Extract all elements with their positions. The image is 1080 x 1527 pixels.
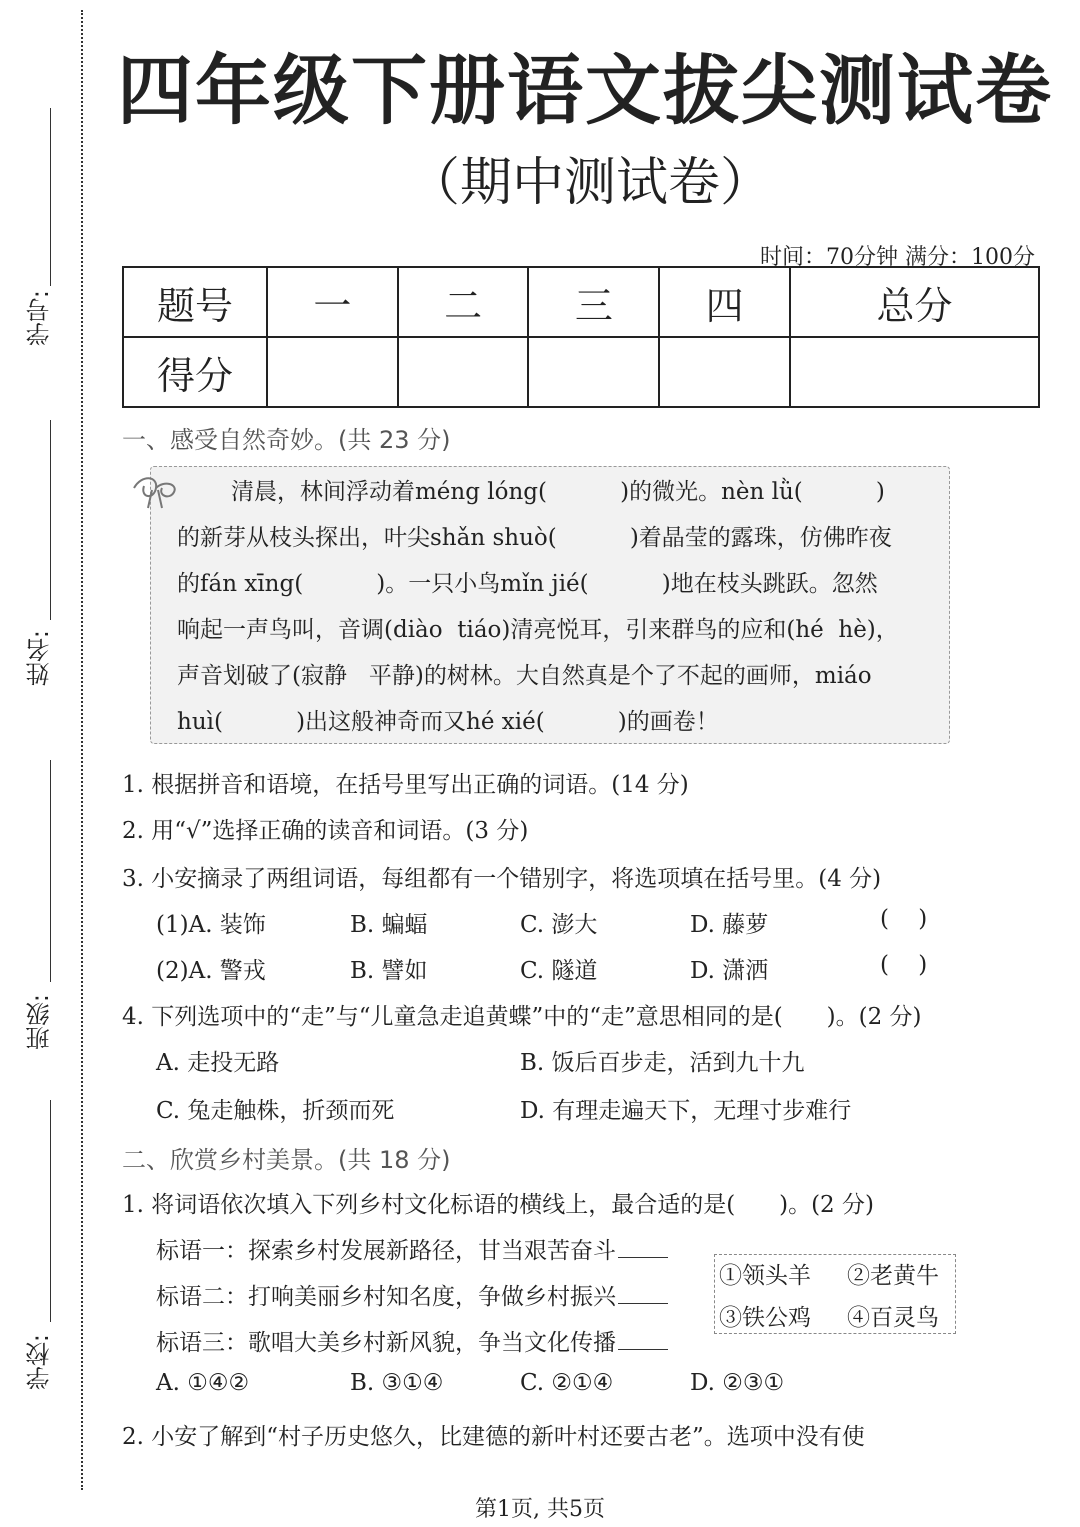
q4-option: B. 饭后百步走，活到九十九 xyxy=(520,1050,805,1076)
q3-option: D. 潇洒 xyxy=(690,958,769,984)
passage-line: huì( )出这般神奇而又hé xié( )的画卷！ xyxy=(177,709,719,735)
passage-line: 声音划破了(寂静 平静)的树林。大自然真是个了不起的画师，miáo xyxy=(177,663,872,689)
slogan-line xyxy=(156,1232,668,1265)
score-table xyxy=(122,266,1040,408)
q4-option: D. 有理走遍天下，无理寸步难行 xyxy=(520,1098,852,1124)
passage-box xyxy=(150,466,950,744)
s2q1-option: C. ②①④ xyxy=(520,1370,614,1396)
answer-bracket[interactable]: ( ) xyxy=(880,952,928,978)
student-id-label: 学号: xyxy=(26,290,54,347)
slogan-line xyxy=(156,1278,668,1311)
s2q1-option: B. ③①④ xyxy=(350,1370,444,1396)
q3-option: B. 譬如 xyxy=(350,958,428,984)
slogan-text: 标语三：歌唱大美乡村新风貌，争当文化传播 xyxy=(156,1330,616,1356)
slogan-blank[interactable] xyxy=(618,1257,668,1258)
section1-title: 一、感受自然奇妙。(共 23 分) xyxy=(122,426,451,454)
table-cell: 二 xyxy=(398,267,529,337)
word-option: ①领头羊 xyxy=(719,1263,811,1289)
question-1: 1. 根据拼音和语境，在括号里写出正确的词语。(14 分) xyxy=(122,772,689,798)
page-title: 四年级下册语文拔尖测试卷 xyxy=(117,46,1053,135)
score-input-cell[interactable] xyxy=(528,337,659,407)
table-cell: 三 xyxy=(528,267,659,337)
class-label: 班级: xyxy=(26,994,54,1051)
word-option: ②老黄牛 xyxy=(847,1263,939,1289)
score-input-cell[interactable] xyxy=(659,337,790,407)
section2-question-1: 1. 将词语依次填入下列乡村文化标语的横线上，最合适的是( )。(2 分) xyxy=(122,1192,874,1218)
s2q1-option: A. ①④② xyxy=(156,1370,250,1396)
score-table-header-row xyxy=(123,267,1039,337)
table-cell: 题号 xyxy=(123,267,267,337)
question-3: 3. 小安摘录了两组词语，每组都有一个错别字，将选项填在括号里。(4 分) xyxy=(122,866,882,892)
passage-line: 的新芽从枝头探出，叶尖shǎn shuò( )着晶莹的露珠，仿佛昨夜 xyxy=(177,525,892,551)
class-line xyxy=(50,760,51,982)
slogan-line xyxy=(156,1324,668,1357)
word-option: ④百灵鸟 xyxy=(847,1305,939,1331)
score-table-score-row xyxy=(123,337,1039,407)
slogan-blank[interactable] xyxy=(618,1303,668,1304)
name-line xyxy=(50,420,51,620)
table-cell: 总分 xyxy=(790,267,1039,337)
answer-bracket[interactable]: ( ) xyxy=(880,906,928,932)
slogan-text: 标语一：探索乡村发展新路径，甘当艰苦奋斗 xyxy=(156,1238,616,1264)
section2-title: 二、欣赏乡村美景。(共 18 分) xyxy=(122,1146,451,1174)
slogan-text: 标语二：打响美丽乡村知名度，争做乡村振兴 xyxy=(156,1284,616,1310)
ribbon-icon xyxy=(128,470,182,510)
page-subtitle: （期中测试卷） xyxy=(407,153,772,213)
passage-line: 响起一声鸟叫，音调(diào tiáo)清亮悦耳，引来群鸟的应和(hé hè)， xyxy=(177,617,899,643)
q3-option: C. 澎大 xyxy=(520,912,598,938)
s2q1-option: D. ②③① xyxy=(690,1370,785,1396)
table-cell: 四 xyxy=(659,267,790,337)
question-2: 2. 用“√”选择正确的读音和词语。(3 分) xyxy=(122,818,529,844)
school-line xyxy=(50,1100,51,1322)
name-label: 姓名: xyxy=(26,630,54,687)
section2-question-2: 2. 小安了解到“村子历史悠久，比建德的新叶村还要古老”。选项中没有使 xyxy=(122,1424,865,1450)
question-4: 4. 下列选项中的“走”与“儿童急走追黄蝶”中的“走”意思相同的是( )。(2 分) xyxy=(122,1004,922,1030)
table-cell: 一 xyxy=(267,267,398,337)
page-footer: 第1页, 共5页 xyxy=(475,1497,605,1522)
word-box xyxy=(714,1254,956,1334)
q3-option: C. 隧道 xyxy=(520,958,598,984)
passage-line: 清晨，林间浮动着méng lóng( )的微光。nèn lǜ( ) xyxy=(231,479,885,505)
slogan-blank[interactable] xyxy=(618,1349,668,1350)
q4-option: A. 走投无路 xyxy=(156,1050,280,1076)
q3-option: (1)A. 装饰 xyxy=(156,912,266,938)
passage-line: 的fán xīng( )。一只小鸟mǐn jié( )地在枝头跳跃。忽然 xyxy=(177,571,878,597)
q3-option: D. 藤萝 xyxy=(690,912,769,938)
school-label: 学校: xyxy=(26,1334,54,1391)
q3-option: B. 蝙蝠 xyxy=(350,912,428,938)
score-input-cell[interactable] xyxy=(790,337,1039,407)
q4-option: C. 兔走触株，折颈而死 xyxy=(156,1098,395,1124)
q3-option: (2)A. 警戎 xyxy=(156,958,266,984)
time-info: 时间：70分钟 满分：100分 xyxy=(760,245,1035,270)
word-option: ③铁公鸡 xyxy=(719,1305,811,1331)
score-input-cell[interactable] xyxy=(267,337,398,407)
table-cell: 得分 xyxy=(123,337,267,407)
score-input-cell[interactable] xyxy=(398,337,529,407)
binding-dashed-line xyxy=(81,10,83,1490)
